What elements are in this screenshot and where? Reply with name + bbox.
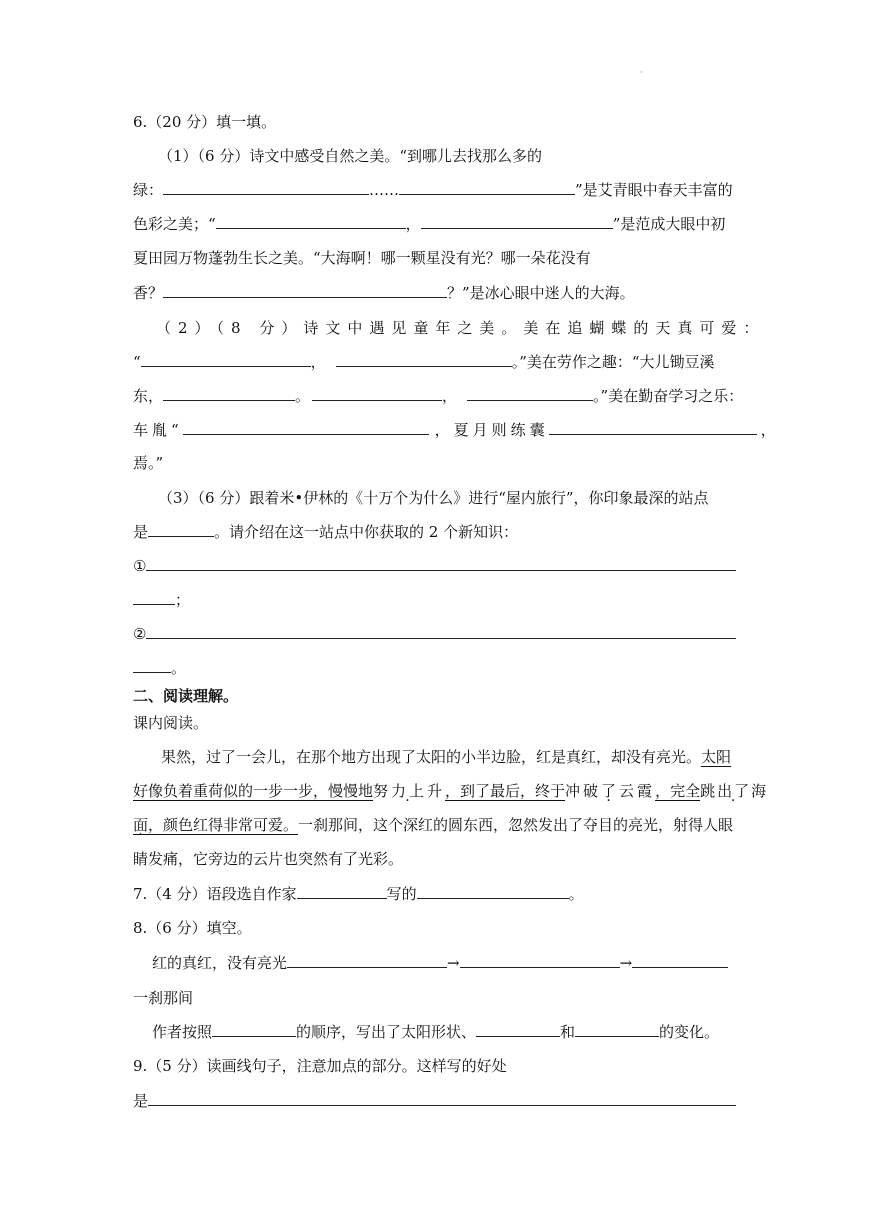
q8-text: 的变化。 — [659, 1023, 720, 1041]
q6-part2-line5: 焉。” — [133, 454, 164, 472]
q6-part2-text: 。”美在勤奋学习之乐： — [593, 387, 744, 405]
q6-part1-line1: （1）（6 分）诗文中感受自然之美。“到哪儿去找那么多的 — [158, 147, 543, 165]
passage-line1 — [161, 747, 731, 767]
q6-part2-text: 。”美在劳作之趣：“大儿锄豆溪 — [511, 353, 715, 371]
period: 。 — [568, 885, 584, 903]
answer-blank[interactable] — [141, 352, 311, 367]
section2-subtitle: 课内阅读。 — [133, 714, 209, 732]
emphasis-dots: 跳出了海 — [700, 782, 769, 800]
q6-part1-text: ？”是冰心眼中迷人的大海。 — [447, 284, 635, 302]
circled-two: ② — [133, 625, 147, 643]
answer-line[interactable] — [146, 556, 736, 571]
section2-title: 二、阅读理解。 — [133, 687, 239, 705]
q8-text: 和 — [560, 1023, 576, 1041]
q6-part3-line2 — [133, 522, 518, 542]
q6-part3-text: 是 — [133, 523, 149, 541]
answer-blank[interactable] — [287, 953, 447, 968]
comma: ， — [442, 387, 458, 405]
passage-text: 一刹那间，这个深红的圆东西，忽然发出了夺目的亮光，射得人眼 — [298, 816, 734, 834]
answer-blank[interactable] — [183, 420, 429, 435]
emphasis-dots: 面 — [133, 816, 149, 834]
answer-blank[interactable] — [417, 884, 569, 899]
q6-part2-line4 — [133, 420, 776, 440]
passage-line3 — [133, 815, 733, 835]
q8-text: 的顺序，写出了太阳形状、 — [296, 1023, 477, 1041]
answer-blank[interactable] — [421, 214, 613, 229]
q8-line3 — [152, 1022, 719, 1042]
q6-part1-line5 — [133, 283, 635, 303]
q6-item2-cont — [133, 658, 186, 678]
passage-line4: 睛发痛，它旁边的云片也突然有了光彩。 — [133, 850, 404, 868]
answer-line[interactable] — [146, 624, 736, 639]
q6-title: 6.（20 分）填一填。 — [133, 113, 277, 131]
answer-blank[interactable] — [148, 522, 214, 537]
q8-text: 作者按照 — [152, 1023, 213, 1041]
q9-title: 9.（5 分）读画线句子，注意加点的部分。这样写的好处 — [133, 1057, 507, 1075]
q6-part1-text: ”是范成大眼中初 — [612, 215, 726, 233]
q6-part1-text: ”是艾青眼中春天丰富的 — [575, 181, 733, 199]
q6-part2-text: 东， — [133, 387, 164, 405]
q6-part2-text: ，夏月则练囊 — [434, 421, 549, 439]
answer-blank[interactable] — [632, 953, 728, 968]
answer-blank[interactable] — [212, 1022, 296, 1037]
q8-line1 — [152, 953, 728, 973]
underlined-sentence: ，颜色红得非常可爱。 — [148, 816, 299, 834]
underlined-sentence: 太阳 — [701, 748, 732, 766]
arrow-icon: → — [619, 954, 633, 972]
q6-part1-line4: 夏田园万物蓬勃生长之美。“大海啊！哪一颗星没有光？哪一朵花没有 — [133, 249, 591, 267]
underlined-sentence: 好像负着重荷似的一步一步，慢慢地 — [133, 782, 374, 800]
q6-part2-line1: （2）（8 分）诗文中遇见童年之美。美在追蝴蝶的天真可爱： — [156, 319, 766, 337]
passage-text: 果然，过了一会儿，在那个地方出现了太阳的小半边脸，红是真红，却没有亮光。 — [161, 748, 702, 766]
q6-part1-line3 — [133, 214, 725, 234]
q6-part1-line2 — [133, 180, 733, 200]
answer-blank[interactable] — [163, 386, 295, 401]
answer-line[interactable] — [133, 658, 171, 673]
quote-mark: “ — [133, 353, 141, 371]
q6-part1-label: 绿： — [133, 181, 164, 199]
answer-blank[interactable] — [460, 953, 620, 968]
passage-line2 — [133, 781, 768, 801]
answer-blank[interactable] — [163, 283, 447, 298]
answer-line[interactable] — [133, 590, 175, 605]
q7-text: 写的 — [386, 885, 417, 903]
q6-item1 — [133, 556, 736, 576]
answer-blank[interactable] — [163, 180, 369, 195]
answer-blank[interactable] — [336, 352, 512, 367]
period: 。 — [295, 387, 311, 405]
q9-line2 — [133, 1091, 736, 1111]
underlined-sentence: ，完全 — [655, 782, 701, 800]
emphasis-dots: 努力上升 — [373, 782, 446, 800]
q6-part1-text: 色彩之美；“ — [133, 215, 216, 233]
q8-text: 红的真红，没有亮光 — [152, 954, 288, 972]
comma: ， — [405, 215, 421, 233]
dotted-phrase — [373, 782, 445, 800]
comma: ， — [310, 353, 326, 371]
dotted-phrase — [565, 782, 655, 800]
q6-part2-text: 车胤“ — [133, 421, 183, 439]
answer-blank[interactable] — [549, 420, 757, 435]
page-dot: · — [640, 68, 643, 77]
q6-part3-line1: （3）（6 分）跟着米•伊林的《十万个为什么》进行“屋内旅行”，你印象最深的站点 — [158, 489, 709, 507]
answer-blank[interactable] — [399, 180, 575, 195]
q6-part3-text: 。请介绍在这一站点中你获取的 2 个新知识： — [214, 523, 519, 541]
arrow-icon: → — [447, 954, 460, 972]
comma: ， — [760, 421, 776, 439]
answer-blank[interactable] — [575, 1022, 659, 1037]
q6-part2-line2 — [133, 352, 715, 372]
answer-line[interactable] — [148, 1091, 736, 1106]
q8-title: 8.（6 分）填空。 — [133, 919, 252, 937]
semicolon: ； — [175, 591, 191, 609]
q6-part1-text: 香？ — [133, 284, 164, 302]
answer-blank[interactable] — [467, 386, 593, 401]
dotted-phrase — [700, 782, 768, 800]
q6-item1-cont — [133, 590, 190, 610]
period: 。 — [171, 659, 187, 677]
ellipsis-text: …… — [369, 181, 400, 199]
q7-text: 7.（4 分）语段选自作家 — [133, 885, 297, 903]
emphasis-dots: 冲破了云霞 · — [565, 781, 655, 801]
answer-blank[interactable] — [476, 1022, 560, 1037]
q8-line2: 一刹那间 — [133, 989, 194, 1007]
answer-blank[interactable] — [312, 386, 442, 401]
underlined-sentence: ，到了最后，终于 — [445, 782, 566, 800]
q6-part2-line3 — [133, 386, 743, 406]
circled-one: ① — [133, 557, 147, 575]
q7 — [133, 884, 584, 904]
q9-text: 是 — [133, 1092, 149, 1110]
q6-item2 — [133, 624, 736, 644]
answer-blank[interactable] — [216, 214, 406, 229]
answer-blank[interactable] — [297, 884, 387, 899]
